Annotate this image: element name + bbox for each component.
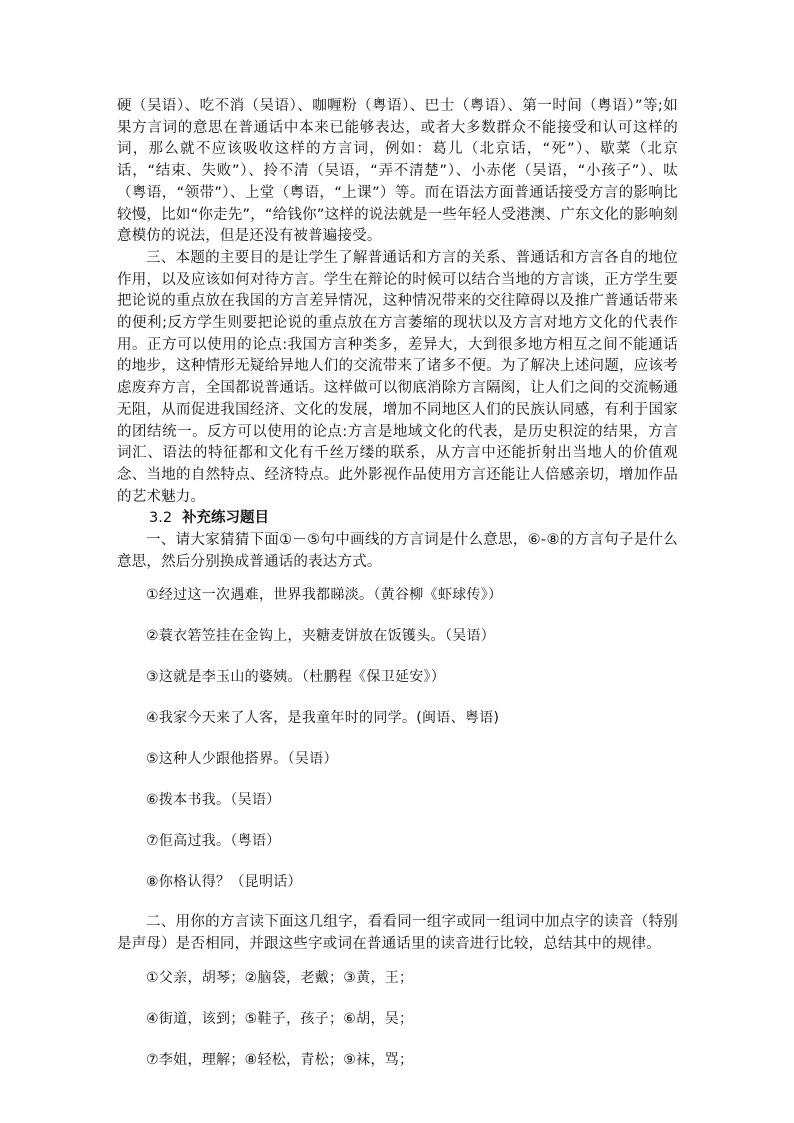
exercise-1-item: ⑧你格认得？（昆明话） <box>146 874 302 891</box>
exercise-1-intro: 一、请大家猜猜下面①－⑤句中画线的方言词是什么意思，⑥-⑧的方言句子是什么意思，然后分别换成普通话的表达方式。 <box>117 532 678 570</box>
exercise-1-item: ⑦佢高过我。（粤语） <box>146 833 281 850</box>
exercise-1-item: ④我家今天来了人客，是我童年时的同学。(闽语、粤语) <box>146 710 500 727</box>
paragraph-debate-explanation: 三、本题的主要目的是让学生了解普通话和方言的关系、普通话和方言各自的地位作用，以及应该如何对待方言。学生在辩论的时候可以结合当地的方言谈，正方学生要把论说的重点放在我国的方言差异情况，这种情况带来的交往障碍以及推广普通话带来的便利;反方学生则要把论说的重点放在方言萎缩的现状以及方言对地方文化的代表作用。正方可以使用的论点:我国方言种类多，差异大，大到很多地方相互之间不能通话的地步，这种情形无疑给异地人们的交流带来了诸多不便。为了解决上述问题，应该考虑废弃方言，全国都说普通话。这样做可以彻底消除方言隔阂，让人们之间的交流畅通无阻，从而促进我国经济、文化的发展，增加不同地区人们的民族认同感，有利于国家的团结统一。反方可以使用的论点:方言是地域文化的代表，是历史积淀的结果，方言词汇、语法的特征都和文化有千丝万缕的联系，从方言中还能折射出当地人的价值观念、当地的自然特点、经济特点。此外影视作品使用方言还能让人倍感亲切，增加作品的艺术魅力。 <box>117 249 678 505</box>
section-number: 3.2 <box>149 510 173 527</box>
exercise-1-item: ⑤这种人少跟他搭界。（吴语） <box>146 751 338 768</box>
paragraph-dialect-words: 硬（吴语）、吃不消（吴语）、咖喱粉（粤语）、巴士（粤语）、第一时间（粤语）”等;如果方言词的意思在普通话中本来已能够表达，或者大多数群众不能接受和认可这样的词，那么就不应该吸收这样的方言词，例如：葛儿（北京话，“死”）、歇菜（北京话，“结束、失败”）、拎不清（吴语，“弄不清楚”）、小赤佬（吴语，“小孩子”）、呔（粤语，“领带”）、上堂（粤语，“上课”）等。而在语法方面普通话接受方言的影响比较慢，比如“你走先”，“给钱你”这样的说法就是一些年轻人受港澳、广东文化的影响刻意模仿的说法，但是还没有被普遍接受。 <box>117 98 678 245</box>
document-body <box>117 96 678 1070</box>
exercise-2-item: ④街道，该到；⑤鞋子，孩子；⑥胡，吴； <box>146 1010 414 1027</box>
exercise-2-item: ①父亲，胡琴；②脑袋，老戴；③黄，王； <box>146 969 414 986</box>
exercise-1-item: ①经过这一次遇难，世界我都睇淡。（黄谷柳《虾球传》） <box>146 587 503 604</box>
section-heading <box>117 508 678 530</box>
exercise-1-item: ②蓑衣箬笠挂在金钩上，夹糖麦饼放在饭镬头。（吴语） <box>146 628 496 645</box>
exercise-1-item: ③这就是李玉山的婆姨。（杜鹏程《保卫延安》） <box>146 669 446 686</box>
exercise-2-item: ⑦李姐，理解；⑧轻松，青松；⑨袜，骂； <box>146 1051 414 1068</box>
exercise-1-item: ⑥拨本书我。（吴语） <box>146 792 281 809</box>
section-title: 补充练习题目 <box>182 510 270 527</box>
exercise-2-intro: 二、用你的方言读下面这几组字，看看同一组字或同一组词中加点字的读音（特别是声母）是否相同，并跟这些字或词在普通话里的读音进行比较，总结其中的规律。 <box>117 914 678 953</box>
